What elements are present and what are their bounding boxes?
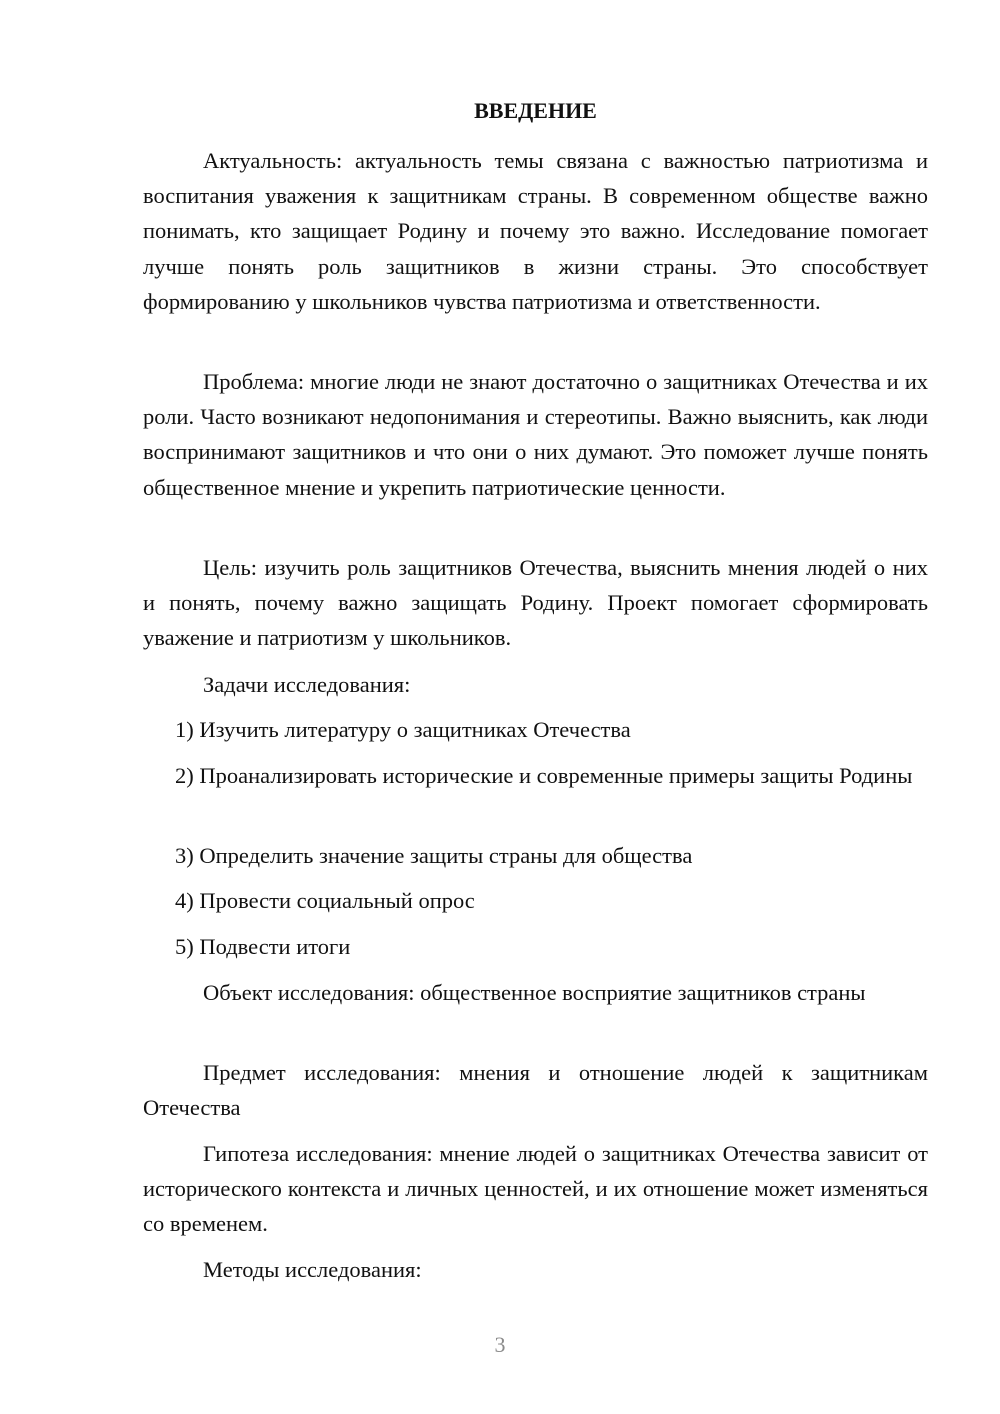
goal-paragraph: Цель: изучить роль защитников Отечества, выяснить мнения людей о них и понять, почему важно защищать Родину. Проект помогает сформировать уважение и патриотизм у школьников. bbox=[143, 555, 928, 651]
page-number: 3 bbox=[494, 1332, 506, 1357]
list-item: 5) Подвести итоги bbox=[175, 934, 351, 959]
page-title: ВВЕДЕНИЕ bbox=[474, 98, 597, 123]
list-item: 3) Определить значение защиты страны для общества bbox=[175, 843, 693, 868]
tasks-heading: Задачи исследования: bbox=[203, 672, 411, 697]
list-item: 4) Провести социальный опрос bbox=[175, 888, 475, 913]
list-item: 1) Изучить литературу о защитниках Отечества bbox=[175, 717, 631, 742]
subject-paragraph: Предмет исследования: мнения и отношение людей к защитникам Отечества bbox=[143, 1060, 928, 1121]
methods-heading: Методы исследования: bbox=[203, 1257, 422, 1282]
problem-paragraph: Проблема: многие люди не знают достаточно о защитниках Отечества и их роли. Часто возникают недопонимания и стереотипы. Важно выяснить, как люди воспринимают защитников и что они о них думают. Это поможет лучше понять общественное мнение и укрепить патриотические ценности. bbox=[143, 369, 928, 500]
object-paragraph: Объект исследования: общественное восприятие защитников страны bbox=[203, 980, 866, 1005]
list-item: 2) Проанализировать исторические и современные примеры защиты Родины bbox=[175, 763, 913, 788]
relevance-paragraph: Актуальность: актуальность темы связана с важностью патриотизма и воспитания уважения к защитникам страны. В современном обществе важно понимать, кто защищает Родину и почему это важно. Исследование помогает лучше понять роль защитников в жизни страны. Это способствует формированию у школьников чувства патриотизма и ответственности. bbox=[143, 148, 928, 314]
hypothesis-paragraph: Гипотеза исследования: мнение людей о защитниках Отечества зависит от исторического контекста и личных ценностей, и их отношение может изменяться со временем. bbox=[143, 1141, 928, 1237]
